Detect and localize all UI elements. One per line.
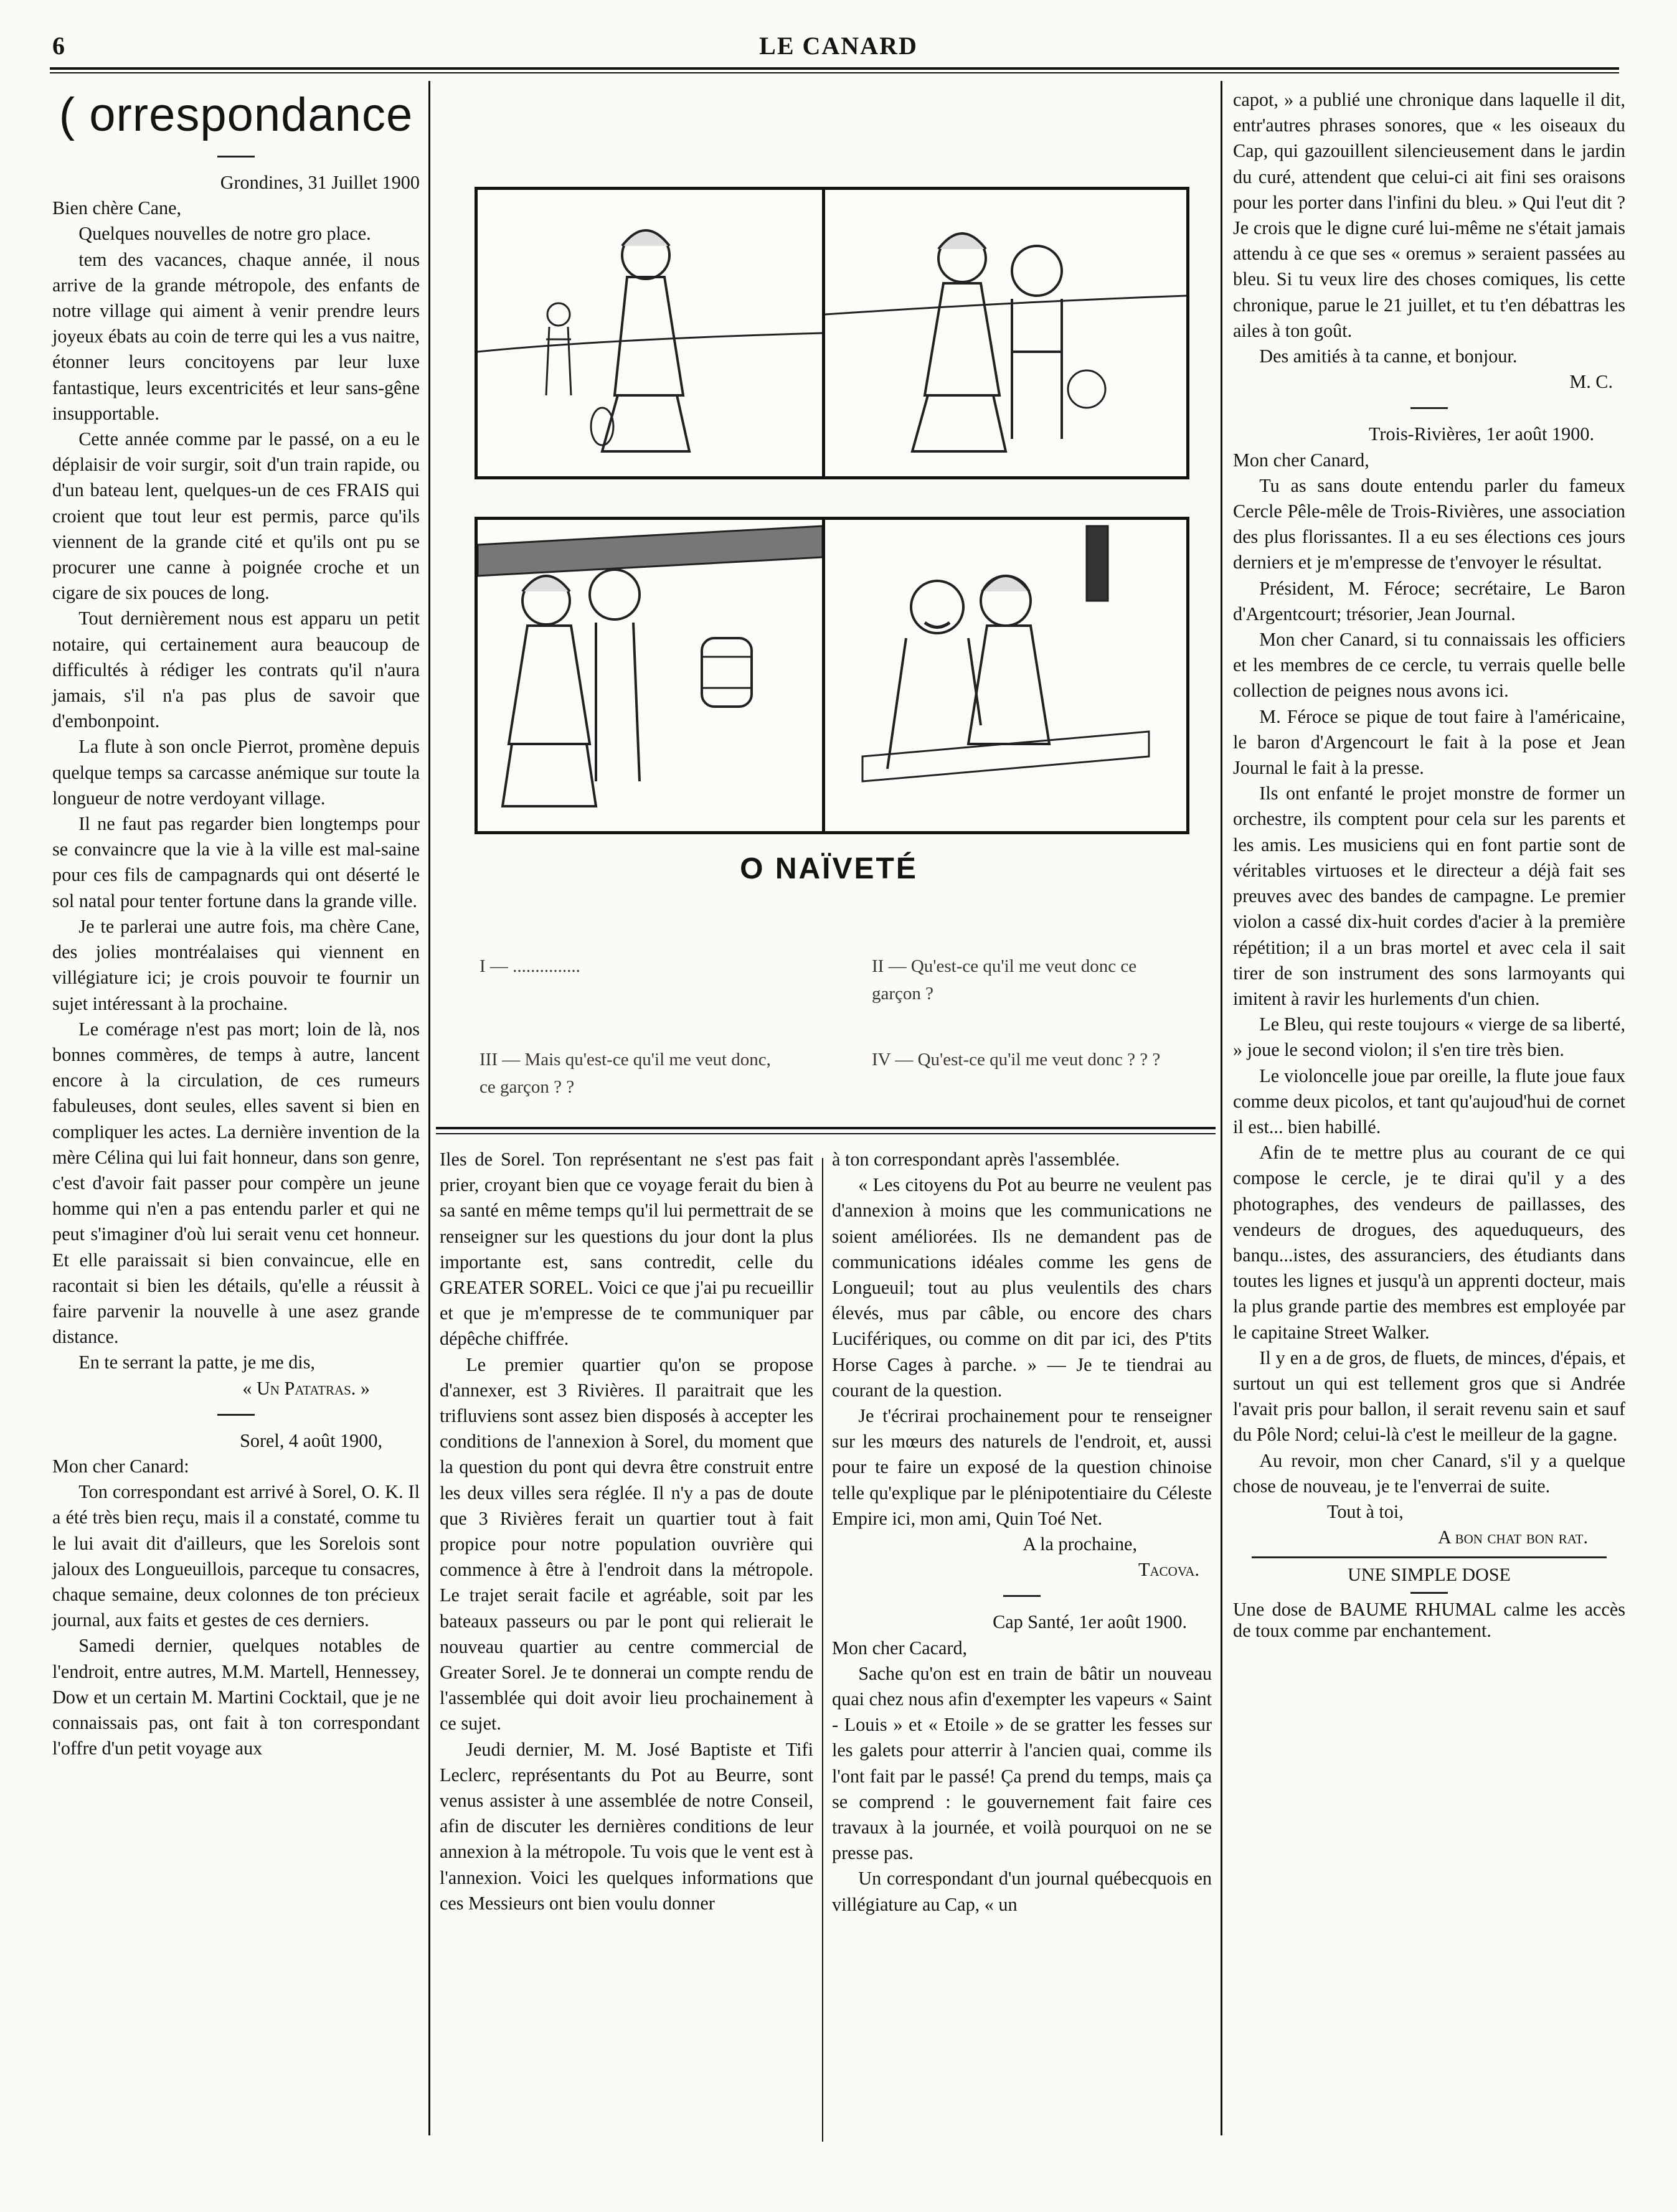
paragraph: Il ne faut pas regarder bien longtemps pour se convaincre que la vie à la ville est mal-saine pour ces fils de campagnards qui ont déserté le sol natal pour tenter fortune dans la grande ville. <box>52 813 420 911</box>
paragraph: Ton correspondant est arrivé à Sorel, O. K. Il a été très bien reçu, mais il a constaté, comme tu le lui avait dit d'ailleurs, que les Sorelois sont jaloux des Longueuillois, parceque tu consacres, chaque semaine, deux colonnes de ton précieux journal, aux faits et gestes de ces derniers. <box>52 1481 420 1631</box>
paragraph: La flute à son oncle Pierrot, promène depuis quelque temps sa carcasse anémique sur toute la longueur de notre verdoyant village. <box>52 736 420 809</box>
paragraph: Des amitiés à ta canne, et bonjour. <box>1259 346 1518 367</box>
paragraph: En te serrant la patte, je me dis, <box>78 1352 315 1373</box>
comic-caption-4: IV — Qu'est-ce qu'il me veut donc ? ? ? <box>872 1050 1161 1070</box>
paragraph: Iles de Sorel. Ton représentant ne s'est pas fait prier, croyant bien que ce voyage ferait du bien à sa santé en même temps qu'il lui permettrait de se renseigner sur les questions du jour dont la plus importante est, sans contredit, celle du GREATER SOREL. Voici ce que j'ai pu recueillir et que je m'empresse de te communiquer par dépêche chiffrée. <box>440 1149 813 1350</box>
paragraph: « Les citoyens du Pot au beurre ne veulent pas d'annexion à moins que les communications ne soient améliorées. Ils ne demandent pas de communications idéales comme les gens de Longueuil; tout au plus veulentils des chars élevés, mus par câble, ou encore des chars Lucifériques, ou comme on dit par ici, des P'tits Horse Cages à parche. » — Je te tiendrai au courant de la question. <box>832 1174 1212 1401</box>
comic-bottom-rule <box>436 1127 1216 1129</box>
paragraph: Afin de te mettre plus au courant de ce qui compose le cercle, je te dirai qu'il y a des photographes, des vendeurs de paillasses, des vendeurs de drogues, des aqueduqueurs, des banqu...istes, des assuranciers, des étudiants dans toutes les lignes et jusqu'à un apprenti docteur, mais la plus grande partie des membres est employée par le capitaine Street Walker. <box>1233 1142 1625 1343</box>
dateline-grondines: Grondines, 31 Juillet 1900 <box>220 172 420 193</box>
comic-caption-3: III — Mais qu'est-ce qu'il me veut donc, ce garçon ? ? <box>479 1050 771 1097</box>
comic-drawing <box>478 520 823 831</box>
comic-bottom-rule-thin <box>436 1133 1216 1134</box>
comic-drawing <box>825 520 1186 831</box>
comic-panel-1 <box>475 187 826 479</box>
header-rule-thin <box>50 72 1619 73</box>
dateline-sorel: Sorel, 4 août 1900, <box>240 1429 382 1451</box>
signature: A bon chat bon rat. <box>1437 1527 1588 1548</box>
comic-panel-3 <box>475 517 826 834</box>
signature: M. C. <box>1569 371 1613 393</box>
dateline-cap-sante: Cap Santé, 1er août 1900. <box>993 1611 1187 1633</box>
paragraph: Président, M. Féroce; secrétaire, Le Baron d'Argentcourt; trésorier, Jean Journal. <box>1233 577 1625 624</box>
col-divider-4 <box>1221 81 1222 2135</box>
dateline-trois-rivieres: Trois-Rivières, 1er août 1900. <box>1369 423 1594 445</box>
paragraph: Le violoncelle joue par oreille, la flute joue faux comme deux picolos, et tant qu'aujoud'hui de cornet il est... bien habillé. <box>1233 1065 1625 1137</box>
salutation: Mon cher Cacard, <box>832 1637 968 1659</box>
column-1 <box>52 87 420 1761</box>
paragraph: Ils ont enfanté le projet monstre de former un orchestre, ils comptent pour cela sur les parents et les amis. Les musiciens qui en font partie sont de véritables virtuoses et le directeur a déjà fait ses preuves avec des bandes de campagne. Le premier violon a cassé dix-huit cordes d'acier à la première répétition; il a un bras mortel et avec cela il sait tirer de son instrument des sons larmoyants qui imitent à ravir les hurlements d'un chien. <box>1233 783 1625 1009</box>
paragraph: M. Féroce se pique de tout faire à l'américaine, le baron d'Argencourt le fait à la pose et Jean Journal le fait à la presse. <box>1233 705 1625 779</box>
comic-drawing <box>825 190 1186 476</box>
masthead: LE CANARD <box>759 32 918 60</box>
paragraph: Le comérage n'est pas mort; loin de là, nos bonnes commères, de temps à autre, lancent encore à la circulation, de ces rumeurs fabuleuses, dont seules, elles savent si bien en compliquer les actes. La dernière invention de la mère Célina qui lui fait honneur, dans son genre, c'est d'avoir fait passer pour compère un jeune homme qui n'en a pas entendu parler et qui ne peut s'imaginer d'où lui serait venu cet honneur. Et elle paraissait si bien convaincue, elle en racontait si bien les détails, qu'elle a réussit à faire parvenir la nouvelle à une asez grande distance. <box>52 1018 420 1348</box>
paragraph: Sache qu'on est en train de bâtir un nouveau quai chez nous afin d'exempter les vapeurs « Saint - Louis » et « Etoile » de se gratter les fesses sur les galets pour atterrir à l'ancien quai, comme ils l'ont fait par le passé! Ça prend du temps, mais ça se comprend : le gouvernement fait faire ces travaux à la journée, et voilà pourquoi on ne se presse pas. <box>832 1662 1212 1864</box>
paragraph: Tu as sans doute entendu parler du fameux Cercle Pêle-mêle de Trois-Rivières, une association des plus florissantes. Il a eu ses élections ces jours derniers et je m'empresse de t'envoyer le résultat. <box>1233 474 1625 573</box>
comic-drawing <box>478 190 823 476</box>
paragraph: Je te parlerai une autre fois, ma chère Cane, des jolies montréalaises qui viennent en villégiature ici; je crois pouvoir te fournir un sujet intéressant à la prochaine. <box>52 915 420 1014</box>
comic-caption-1: I — ............... <box>479 956 580 976</box>
col-divider-1 <box>428 81 430 2135</box>
signature: Tacova. <box>1138 1559 1199 1581</box>
paragraph: Mon cher Canard, si tu connaissais les officiers et les membres de ce cercle, tu verrais quelle belle collection de peignes nous avons ici. <box>1233 629 1625 702</box>
signature: « Un Patatras. » <box>242 1377 370 1399</box>
paragraph: capot, » a publié une chronique dans laquelle il dit, entr'autres phrases sonores, que « les oiseaux du Cap, qui gazouillent silencieusement dans le jardin du curé, attendent que celui-ci ait fini ses oraisons pour les porter dans l'infini du bleu. » Qui l'eut dit ? Je crois que le digne curé lui-même ne s'était jamais attendu à ce que ses « oremus » seraient passées au bleu. Si tu veux lire des choses comiques, lis cette chronique, parue le 21 juillet, et tu t'en débattras les ailes à ton goût. <box>1233 89 1625 341</box>
header-rule <box>50 67 1619 70</box>
paragraph: Je t'écrirai prochainement pour te renseigner sur les mœurs des naturels de l'endroit, et, aussi pour te faire un exposé de la question chinoise telle qu'explique par le plénipotentiaire du Céleste Empire ici, mon ami, Quin Toé Net. <box>832 1405 1212 1529</box>
comic-title: O NAÏVETÉ <box>740 852 918 885</box>
paragraph: Au revoir, mon cher Canard, s'il y a quelque chose de nouveau, je te l'enverrai de suite. <box>1233 1449 1625 1497</box>
col-divider-2 <box>822 1158 823 2142</box>
salutation: Mon cher Canard: <box>52 1455 189 1477</box>
paragraph: Quelques nouvelles de notre gro place. <box>78 223 371 245</box>
paragraph: Tout dernièrement nous est apparu un petit notaire, qui certainement aura beaucoup de difficultés à rédiger les contrats qu'il n'aura jamais, s'il n'a pas plus de savoir que d'embonpoint. <box>52 608 420 732</box>
salutation: Bien chère Cane, <box>52 197 182 219</box>
comic-caption-2: II — Qu'est-ce qu'il me veut donc ce garçon ? <box>872 956 1137 1004</box>
ad-title: UNE SIMPLE DOSE <box>1348 1565 1511 1586</box>
paragraph: Il y en a de gros, de fluets, de minces, d'épais, et surtout un qui est tellement gros que si Andrée l'avait pris pour ballon, il serait revenu sain et sauf du Pôle Nord; celui-là c'est le meilleur de la gagne. <box>1233 1347 1625 1446</box>
ad-text: Une dose de BAUME RHUMAL calme les accès de toux comme par enchantement. <box>1233 1598 1625 1641</box>
paragraph: Un correspondant d'un journal québecquois en villégiature au Cap, « un <box>832 1868 1212 1915</box>
comic-panel-4 <box>822 517 1189 834</box>
salutation: Mon cher Canard, <box>1233 449 1369 471</box>
paragraph: Jeudi dernier, M. M. José Baptiste et Tifi Leclerc, représentants du Pot au Beurre, sont venus assister à une assemblée de notre Conseil, afin de discuter les dernières conditions de leur annexion à la métropole. Tu vois que le vent est à l'annexion. Voici les quelques informations que ces Messieurs ont bien voulu donner <box>440 1738 813 1914</box>
column-3 <box>832 1147 1212 1918</box>
paragraph: Le Bleu, qui reste toujours « vierge de sa liberté, » joue le second violon; il s'en tire très bien. <box>1233 1014 1625 1061</box>
correspondance-title: ( orrespondance <box>59 88 413 141</box>
closing: A la prochaine, <box>1023 1533 1137 1555</box>
column-4 <box>1233 87 1625 1641</box>
paragraph: Le premier quartier qu'on se propose d'annexer, est 3 Rivières. Il paraitrait que les trifluviens sont assez bien disposés à accepter les conditions de l'annexion à Sorel, du moment que la question du pont qui devra être construit entre les deux villes sera réglée. Il n'y a pas de doute que 3 Rivières ferait un quartier tout à fait propice pour notre population ouvrière qui commence à être à l'endroit dans la métropole. Le trajet serait facile et agréable, soit par les bateaux passeurs ou par le pont qui relierait le nouveau quartier au centre commercial de Greater Sorel. Je te donnerai un compte rendu de l'assemblée qui doit avoir lieu prochainement à ce sujet. <box>440 1353 813 1734</box>
paragraph: tem des vacances, chaque année, il nous arrive de la grande métropole, des enfants de notre village qui aiment à venir prendre leurs joyeux ébats au coin de terre qui les a vus naitre, étonner leurs concitoyens par leur luxe fantastique, leurs excentricités et leur sans-gêne insupportable. <box>52 248 420 424</box>
paragraph: Cette année comme par le passé, on a eu le déplaisir de voir surgir, soit d'un train rapide, ou d'un bateau lent, quelques-un de ces FRAIS qui croient que tout leur est permis, parce qu'ils viennent de la grande cité et qu'ils ont pu se procurer une canne à poignée croche et un cigare de six pouces de long. <box>52 428 420 604</box>
column-2 <box>440 1147 813 1916</box>
page-number: 6 <box>52 32 65 60</box>
paragraph: Samedi dernier, quelques notables de l'endroit, entre autres, M.M. Martell, Hennessey, Dow et un certain M. Martini Cocktail, que je ne connaissais pas, ont fait à ton correspondant l'offre d'un petit voyage aux <box>52 1635 420 1759</box>
comic-panel-2 <box>822 187 1189 479</box>
paragraph: Tout à toi, <box>1327 1500 1404 1522</box>
paragraph: à ton correspondant après l'assemblée. <box>832 1149 1120 1170</box>
